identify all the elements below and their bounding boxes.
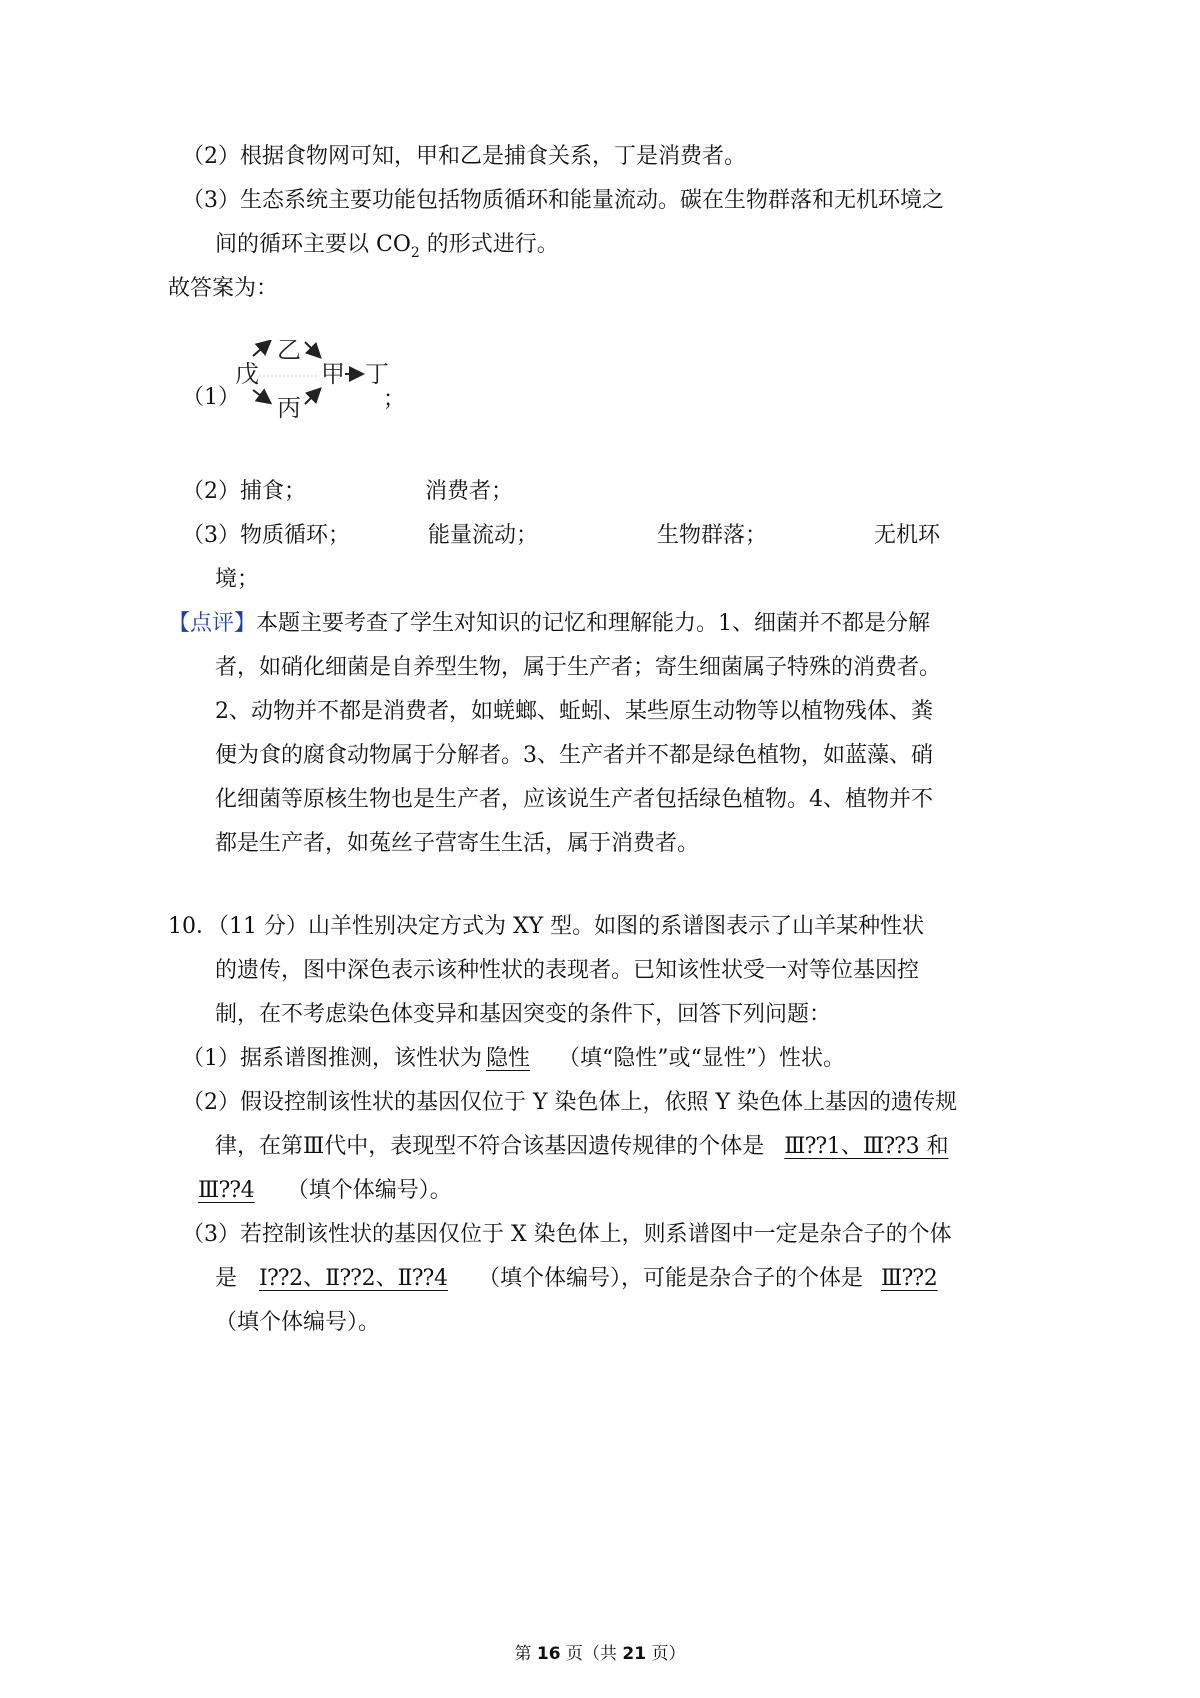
- answer-line-3b: [215, 230, 559, 262]
- q10-sub3-line-2: [215, 1264, 938, 1294]
- q10-line-2: 的遗传，图中深色表示该种性状的表现者。已知该性状受一对等位基因控: [215, 958, 920, 983]
- comment-text-1: 本题主要考查了学生对知识的记忆和理解能力。1、细菌并不都是分解: [256, 611, 931, 636]
- q10-sub1: [182, 1044, 845, 1074]
- answer-line-3b-post: 的形式进行。: [419, 232, 559, 257]
- comment-line-4: 便为食的腐食动物属于分解者。3、生产者并不都是绿色植物，如蓝藻、硝: [215, 743, 933, 768]
- footer-total: 21: [622, 1644, 647, 1664]
- q10-sub1-post: （填“隐性”或“显性”）性状。: [558, 1046, 846, 1071]
- q10-sub3-line-1: （3）若控制该性状的基因仅位于 X 染色体上，则系谱图中一定是杂合子的个体: [182, 1222, 952, 1247]
- q10-sub1-answer: 隐性: [486, 1046, 531, 1071]
- q10-sub2-post: （填个体编号）。: [286, 1178, 452, 1203]
- arrow-bing-jia: [305, 390, 319, 404]
- comment-line-1: [168, 609, 930, 639]
- answer-line-3a: （3）生态系统主要功能包括物质循环和能量流动。碳在生物群落和无机环境之: [182, 188, 944, 213]
- q10-line-3: 制，在不考虑染色体变异和基因突变的条件下，回答下列问题：: [215, 1002, 832, 1027]
- q10-sub2-line-2: [215, 1132, 949, 1162]
- answer-3-d: 无机环: [874, 523, 941, 548]
- q10-line-1: 10．（11 分）山羊性别决定方式为 XY 型。如图的系谱图表示了山羊某种性状: [168, 914, 925, 939]
- answer-line-2: （2）根据食物网可知，甲和乙是捕食关系，丁是消费者。: [182, 144, 746, 169]
- q10-sub3-pre: 是: [215, 1266, 238, 1291]
- footer-post: 页）: [646, 1644, 686, 1664]
- co2-subscript: 2: [410, 245, 420, 261]
- arrow-wu-bing: [253, 390, 269, 402]
- q10-sub1-pre: （1）据系谱图推测，该性状为: [182, 1046, 482, 1071]
- footer-pre: 第: [514, 1644, 537, 1664]
- q10-sub3-line-3: （填个体编号）。: [215, 1310, 381, 1335]
- arrow-yi-jia: [305, 342, 319, 356]
- answer-intro: 故答案为：: [168, 276, 279, 301]
- answer-2-label: （2）捕食；: [182, 479, 306, 504]
- page-footer: [0, 1642, 1200, 1666]
- comment-line-5: 化细菌等原核生物也是生产者，应该说生产者包括绿色植物。4、植物并不: [215, 787, 933, 812]
- answer-2-b: 消费者；: [425, 479, 514, 504]
- node-jia: 甲: [321, 360, 345, 388]
- arrow-wu-yi: [253, 342, 269, 356]
- q10-sub3-mid: （填个体编号），可能是杂合子的个体是: [478, 1266, 864, 1291]
- q10-sub3-answer-b: Ⅲ⁇2: [881, 1266, 938, 1291]
- node-yi: 乙: [277, 340, 301, 364]
- footer-page: 16: [536, 1644, 561, 1664]
- node-wu: 戊: [235, 360, 259, 388]
- answer-3-label: （3）物质循环；: [182, 523, 350, 548]
- q10-sub3-answer-a: Ⅰ⁇2、Ⅱ⁇2、Ⅱ⁇4: [259, 1266, 448, 1291]
- node-bing: 丙: [277, 394, 301, 422]
- comment-line-2: 者，如硝化细菌是自养型生物，属于生产者；寄生细菌属子特殊的消费者。: [215, 655, 942, 680]
- q10-sub2-line-1: （2）假设控制该性状的基因仅位于 Y 染色体上，依照 Y 染色体上基因的遗传规: [182, 1090, 958, 1115]
- answer-1-end: ；: [383, 387, 406, 412]
- q10-sub2-answer-a: Ⅲ⁇1、Ⅲ⁇3 和: [784, 1134, 949, 1159]
- answer-3-b: 能量流动；: [428, 523, 539, 548]
- q10-sub2-answer-b: Ⅲ⁇4: [198, 1178, 255, 1203]
- comment-tag: 【点评】: [168, 611, 257, 636]
- footer-mid: 页（共: [560, 1644, 623, 1664]
- comment-line-3: 2、动物并不都是消费者，如蜣螂、蚯蚓、某些原生动物等以植物残体、粪: [215, 699, 933, 724]
- answer-1-label: （1）: [182, 385, 240, 410]
- comment-line-6: 都是生产者，如菟丝子营寄生生活，属于消费者。: [215, 831, 700, 856]
- answer-3-e: 境；: [215, 567, 260, 592]
- node-ding: 丁: [365, 360, 389, 388]
- answer-3-c: 生物群落；: [657, 523, 768, 548]
- q10-sub2-line-3: [198, 1176, 452, 1206]
- q10-sub2-pre: 律，在第Ⅲ代中，表现型不符合该基因遗传规律的个体是: [215, 1134, 765, 1159]
- answer-line-3b-pre: 间的循环主要以 CO: [215, 232, 411, 257]
